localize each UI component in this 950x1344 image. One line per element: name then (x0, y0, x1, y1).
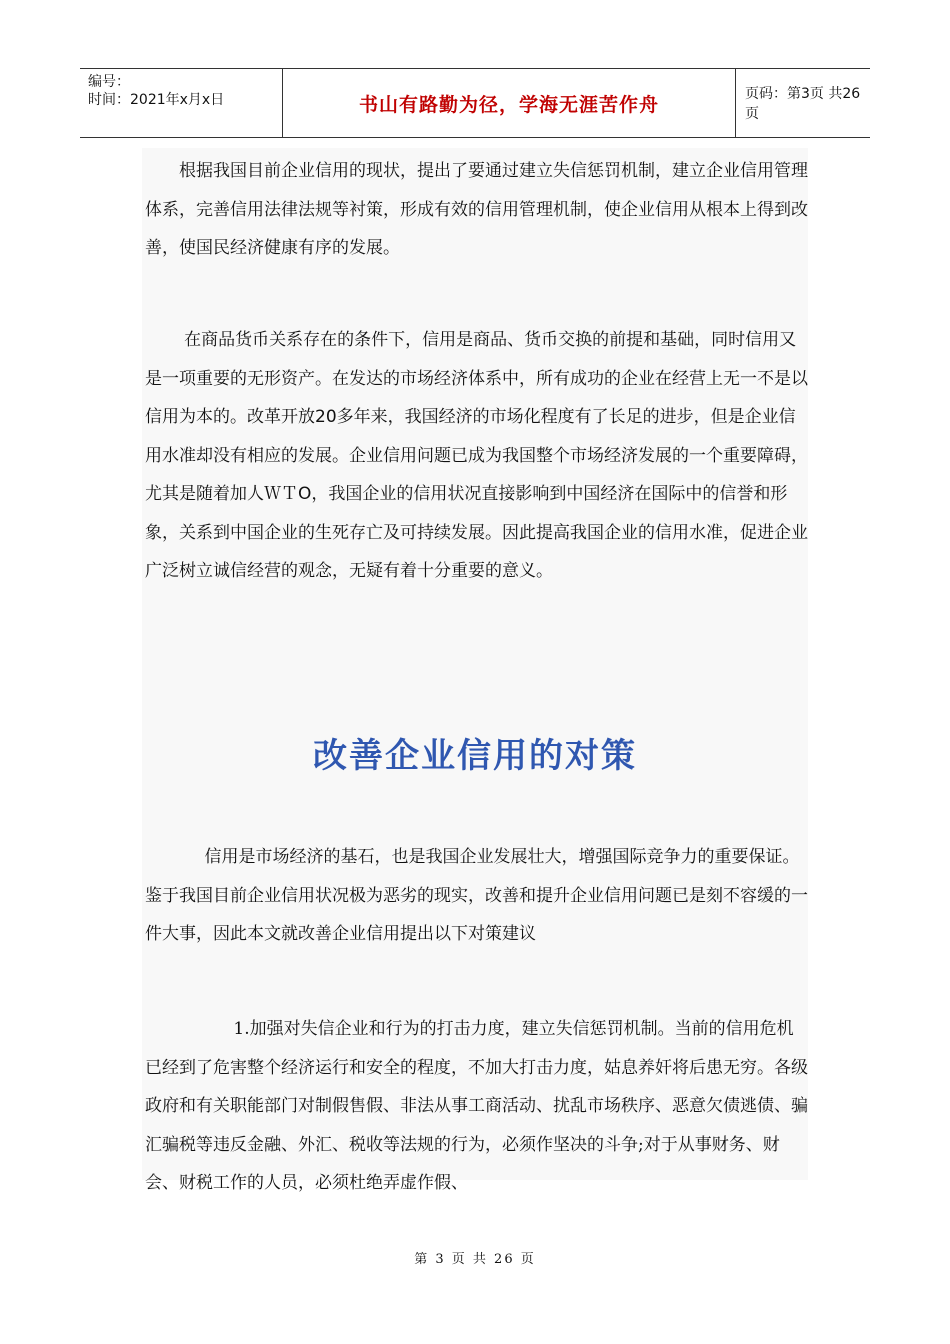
header-motto: 书山有路勤为径，学海无涯苦作舟 (358, 93, 659, 116)
paragraph-measure-1: 1.加强对失信企业和行为的打击力度，建立失信惩罚机制。当前的信用危机已经到了危害整个经济运行和安全的程度，不加大打击力度，姑息养奸将后患无穷。各级政府和有关职能部门对制假售假、非法从事工商活动、扰乱市场秩序、恶意欠债逃债、骗汇骗税等违反金融、外汇、税收等法规的行为，必须作坚决的斗争;对于从事财务、财会、财税工作的人员，必须杜绝弄虚作假、 (145, 1019, 808, 1193)
paragraph-introduction: 在商品货币关系存在的条件下，信用是商品、货币交换的前提和基础，同时信用又是一项重要的无形资产。在发达的市场经济体系中，所有成功的企业在经营上无一不是以信用为本的。改革开放20多年来，我国经济的市场化程度有了长足的进步，但是企业信用水准却没有相应的发展。企业信用问题已成为我国整个市场经济发展的一个重要障碍，尤其是随着加人ＷＴO，我国企业的信用状况直接影响到中国经济在国际中的信誉和形象，关系到中国企业的生死存亡及可持续发展。因此提高我国企业的信用水准，促进企业广泛树立诚信经营的观念，无疑有着十分重要的意义。 (145, 330, 808, 581)
paragraph-summary: 根据我国目前企业信用的现状，提出了要通过建立失信惩罚机制，建立企业信用管理体系，完善信用法律法规等衬策，形成有效的信用管理机制，使企业信用从根本上得到改善，使国民经济健康有序的发展。 (145, 161, 808, 258)
page-header (80, 68, 870, 138)
header-meta (80, 69, 282, 137)
header-page-number: 页码：第3页 共26页 (745, 86, 861, 122)
document-number-label: 编号： (88, 74, 130, 90)
section-title: 改善企业信用的对策 (313, 736, 637, 776)
paragraph-section-intro: 信用是市场经济的基石，也是我国企业发展壮大，增强国际竞争力的重要保证。鉴于我国目前企业信用状况极为恶劣的现实，改善和提升企业信用问题已是刻不容缓的一件大事，因此本文就改善企业信用提出以下对策建议 (145, 847, 808, 944)
header-motto-cell (282, 69, 736, 137)
document-date-label: 时间：2021年x月x日 (88, 92, 225, 108)
page-footer: 第 3 页 共 26 页 (414, 1252, 536, 1267)
